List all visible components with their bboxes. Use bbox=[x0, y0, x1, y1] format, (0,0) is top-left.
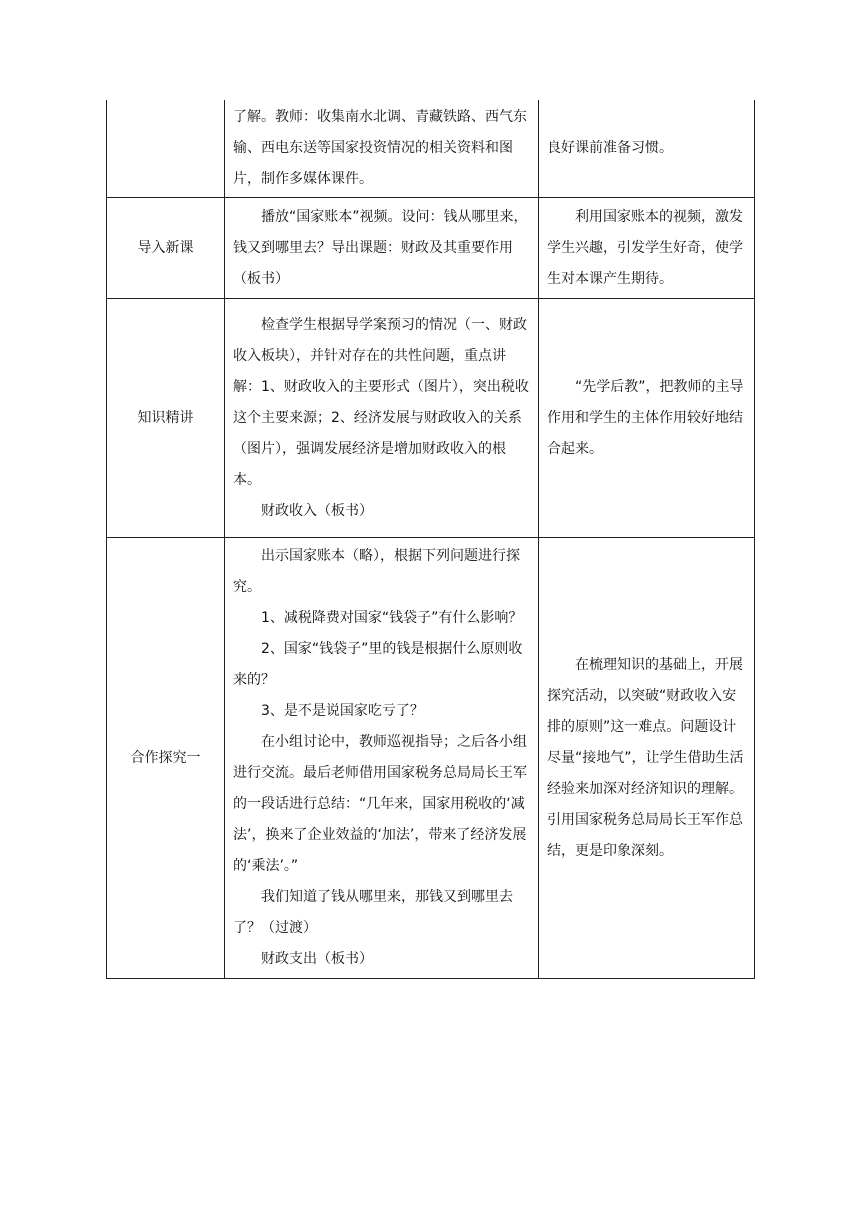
process-paragraph: 了解。教师：收集南水北调、青藏铁路、西气东输、西电东送等国家投资情况的相关资料和图片，制作多媒体课件。 bbox=[233, 109, 527, 187]
intent-paragraph: 良好课前准备习惯。 bbox=[547, 140, 673, 156]
process-paragraph: 播放“国家账本”视频。设问：钱从哪里来，钱又到哪里去？导出课题：财政及其重要作用（板书） bbox=[233, 208, 528, 287]
table-row bbox=[107, 299, 755, 538]
process-paragraph: 3、是不是说国家吃亏了？ bbox=[261, 703, 424, 719]
intent-cell bbox=[539, 538, 755, 979]
process-cell bbox=[225, 100, 539, 198]
intent-cell bbox=[539, 100, 755, 198]
row-label-cell: 合作探究一 bbox=[107, 538, 225, 979]
process-paragraph: 在小组讨论中，教师巡视指导；之后各小组进行交流。最后老师借用国家税务总局局长王军的一段话进行总结：“几年来，国家用税收的‘减法’，换来了企业效益的‘加法’，带来了经济发展的‘乘法’。” bbox=[233, 734, 527, 874]
table-row bbox=[107, 198, 755, 299]
table-row bbox=[107, 538, 755, 979]
process-paragraph: 1、减税降费对国家“钱袋子”有什么影响？ bbox=[261, 610, 523, 626]
intent-cell bbox=[539, 198, 755, 299]
intent-paragraph: 在梳理知识的基础上，开展探究活动，以突破“财政收入安排的原则”这一难点。问题设计尽量“接地气”，让学生借助生活经验来加深对经济知识的理解。引用国家税务总局局长王军作总结，更是印象深刻。 bbox=[547, 656, 744, 859]
process-paragraph: 2、国家“钱袋子”里的钱是根据什么原则收来的？ bbox=[233, 641, 523, 688]
row-label-cell bbox=[107, 100, 225, 198]
row-label-cell: 知识精讲 bbox=[107, 299, 225, 538]
process-paragraph: 财政收入（板书） bbox=[261, 502, 373, 519]
row-label-cell: 导入新课 bbox=[107, 198, 225, 299]
process-cell bbox=[225, 299, 539, 538]
process-cell bbox=[225, 198, 539, 299]
lesson-plan-table bbox=[106, 100, 755, 979]
process-paragraph: 出示国家账本（略），根据下列问题进行探究。 bbox=[233, 548, 520, 595]
intent-paragraph: 利用国家账本的视频，激发学生兴趣，引发学生好奇，使学生对本课产生期待。 bbox=[547, 208, 743, 287]
process-cell bbox=[225, 538, 539, 979]
process-paragraph: 财政支出（板书） bbox=[261, 951, 373, 967]
process-paragraph: 我们知道了钱从哪里来，那钱又到哪里去了？（过渡） bbox=[233, 889, 513, 936]
intent-cell bbox=[539, 299, 755, 538]
process-paragraph: 检查学生根据导学案预习的情况（一、财政收入板块），并针对存在的共性问题，重点讲解：1、财政收入的主要形式（图片），突出税收这个主要来源；2、经济发展与财政收入的关系（图片），强调发展经济是增加财政收入的根本。 bbox=[233, 316, 529, 488]
table-row bbox=[107, 100, 755, 198]
intent-paragraph: “先学后教”，把教师的主导作用和学生的主体作用较好地结合起来。 bbox=[547, 378, 744, 457]
